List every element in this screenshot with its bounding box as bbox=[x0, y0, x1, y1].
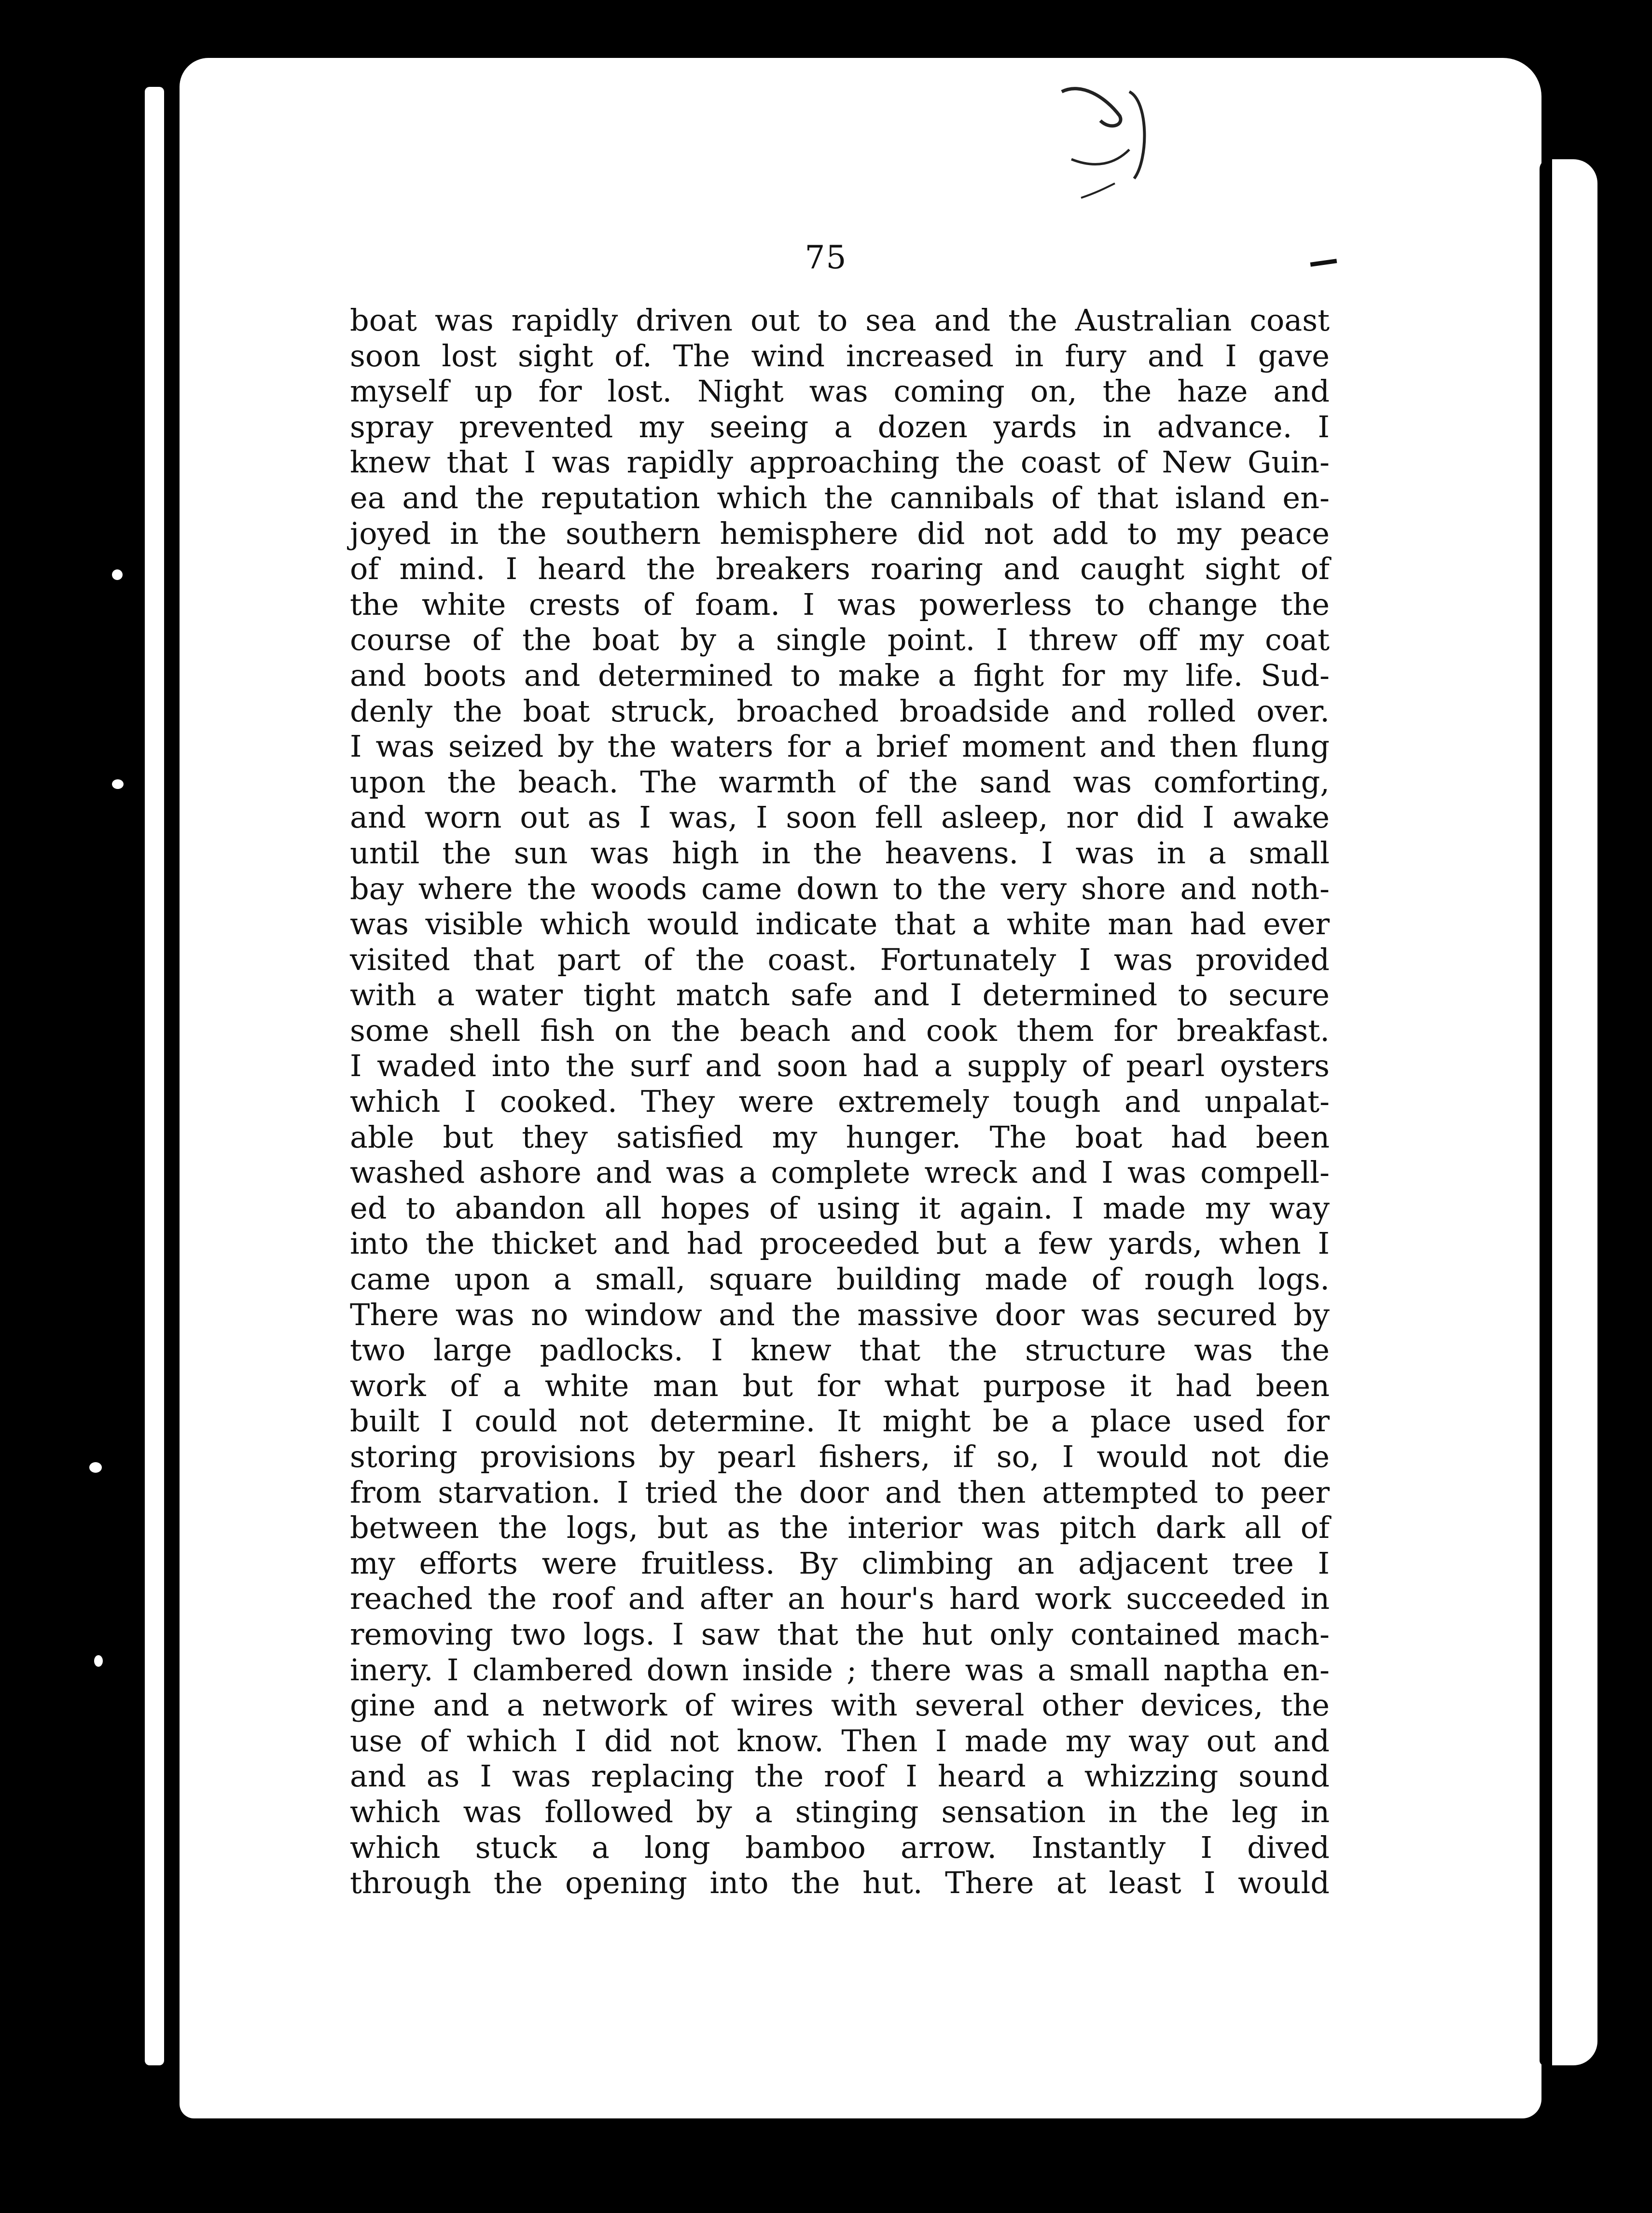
text-line: ed to abandon all hopes of using it again. I made my way bbox=[350, 1190, 1330, 1226]
text-line: two large padlocks. I knew that the structure was the bbox=[350, 1332, 1330, 1368]
text-line: use of which I did not know. Then I made my way out and bbox=[350, 1723, 1330, 1758]
text-line: joyed in the southern hemisphere did not add to my peace bbox=[350, 515, 1330, 551]
text-line: inery. I clambered down inside ; there was a small naptha en- bbox=[350, 1652, 1330, 1687]
text-line: built I could not determine. It might be a place used for bbox=[350, 1403, 1330, 1439]
text-line: denly the boat struck, broached broadside and rolled over. bbox=[350, 693, 1330, 729]
page-number: 75 bbox=[805, 239, 847, 276]
text-line: reached the roof and after an hour's hard work succeeded in bbox=[350, 1581, 1330, 1617]
text-line: able but they satisfied my hunger. The boat had been bbox=[350, 1119, 1330, 1155]
text-line: and as I was replacing the roof I heard a whizzing sound bbox=[350, 1758, 1330, 1794]
text-line: myself up for lost. Night was coming on, the haze and bbox=[350, 373, 1330, 409]
scan-speck bbox=[112, 569, 123, 580]
scan-speck bbox=[112, 779, 124, 789]
text-line: between the logs, but as the interior was pitch dark all of bbox=[350, 1510, 1330, 1546]
text-line: knew that I was rapidly approaching the coast of New Guin- bbox=[350, 444, 1330, 480]
page-edge-right bbox=[1540, 159, 1597, 2065]
text-line: I waded into the surf and soon had a supply of pearl oysters bbox=[350, 1048, 1330, 1084]
text-line: which I cooked. They were extremely tough and unpalat- bbox=[350, 1084, 1330, 1120]
text-line: work of a white man but for what purpose it had been bbox=[350, 1368, 1330, 1403]
text-line: into the thicket and had proceeded but a few yards, when I bbox=[350, 1226, 1330, 1261]
text-line: from starvation. I tried the door and then attempted to peer bbox=[350, 1474, 1330, 1510]
text-line: and boots and determined to make a fight for my life. Sud- bbox=[350, 657, 1330, 693]
scan-speck bbox=[94, 1655, 103, 1667]
text-line: of mind. I heard the breakers roaring and caught sight of bbox=[350, 551, 1330, 587]
text-line: which stuck a long bamboo arrow. Instantly I dived bbox=[350, 1829, 1330, 1865]
text-line: visited that part of the coast. Fortunately I was provided bbox=[350, 941, 1330, 977]
text-line: soon lost sight of. The wind increased in fury and I gave bbox=[350, 338, 1330, 373]
text-line: There was no window and the massive door was secured by bbox=[350, 1297, 1330, 1332]
text-line: bay where the woods came down to the very shore and noth- bbox=[350, 871, 1330, 906]
text-line: which was followed by a stinging sensation in the leg in bbox=[350, 1794, 1330, 1829]
text-line: I was seized by the waters for a brief moment and then flung bbox=[350, 729, 1330, 764]
page-edge-left bbox=[145, 87, 164, 2065]
text-line: my efforts were fruitless. By climbing an adjacent tree I bbox=[350, 1545, 1330, 1581]
text-line: gine and a network of wires with several other devices, the bbox=[350, 1687, 1330, 1723]
text-line: removing two logs. I saw that the hut only contained mach- bbox=[350, 1616, 1330, 1652]
text-line: through the opening into the hut. There at least I would bbox=[350, 1865, 1330, 1901]
text-line: was visible which would indicate that a white man had ever bbox=[350, 906, 1330, 942]
text-line: upon the beach. The warmth of the sand was comforting, bbox=[350, 764, 1330, 800]
text-line: washed ashore and was a complete wreck and I was compell- bbox=[350, 1155, 1330, 1190]
text-line: some shell fish on the beach and cook them for breakfast. bbox=[350, 1012, 1330, 1048]
text-line: storing provisions by pearl fishers, if so, I would not die bbox=[350, 1439, 1330, 1474]
pencil-mark bbox=[1052, 72, 1226, 227]
text-line: spray prevented my seeing a dozen yards in advance. I bbox=[350, 409, 1330, 444]
text-line: with a water tight match safe and I determined to secure bbox=[350, 977, 1330, 1013]
text-line: the white crests of foam. I was powerless to change the bbox=[350, 586, 1330, 622]
text-line: course of the boat by a single point. I threw off my coat bbox=[350, 622, 1330, 658]
text-line: boat was rapidly driven out to sea and the Australian coast bbox=[350, 303, 1330, 338]
text-line: and worn out as I was, I soon fell asleep, nor did I awake bbox=[350, 800, 1330, 835]
scan-speck bbox=[89, 1462, 102, 1473]
body-text bbox=[350, 303, 1330, 1901]
text-line: until the sun was high in the heavens. I was in a small bbox=[350, 835, 1330, 871]
text-line: ea and the reputation which the cannibals of that island en- bbox=[350, 480, 1330, 515]
text-line: came upon a small, square building made of rough logs. bbox=[350, 1261, 1330, 1297]
